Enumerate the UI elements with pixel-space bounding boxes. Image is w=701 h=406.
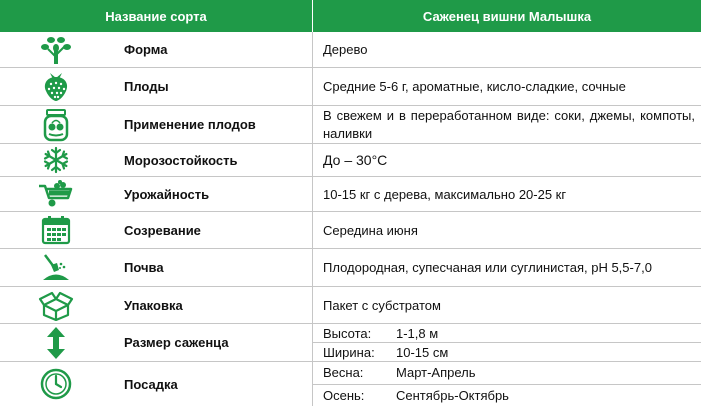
sub-value: Март-Апрель xyxy=(396,365,476,381)
sub-value: 1-1,8 м xyxy=(396,325,439,341)
table-row xyxy=(0,144,701,177)
row-value-group xyxy=(312,324,701,361)
sub-row xyxy=(313,342,701,361)
row-value-group xyxy=(312,362,701,406)
table-row xyxy=(0,177,701,212)
row-label: Урожайность xyxy=(124,186,210,202)
wheelbarrow-icon xyxy=(0,177,112,211)
row-value: Середина июня xyxy=(312,212,701,248)
sub-value: Сентябрь-Октябрь xyxy=(396,387,509,403)
shovel-soil-icon xyxy=(0,249,112,286)
strawberry-icon xyxy=(0,68,112,105)
table-row xyxy=(0,212,701,249)
table-row xyxy=(0,249,701,287)
row-value: Плодородная, супесчаная или суглинистая, рН 5,5-7,0 xyxy=(312,249,701,286)
table-header xyxy=(0,0,701,32)
sub-row xyxy=(313,362,701,384)
row-value: Средние 5-6 г, ароматные, кисло-сладкие, сочные xyxy=(312,68,701,105)
table-row xyxy=(0,32,701,68)
sub-key: Высота: xyxy=(323,325,372,341)
table-row xyxy=(0,287,701,324)
row-value: В свежем и в переработанном виде: соки, джемы, компоты, наливки xyxy=(312,106,701,143)
row-label: Применение плодов xyxy=(124,117,256,132)
row-value: 10-15 кг с дерева, максимально 20-25 кг xyxy=(312,177,701,211)
sub-key: Осень: xyxy=(323,387,365,403)
row-label: Упаковка xyxy=(124,297,183,313)
vertical-arrows-icon xyxy=(0,324,112,361)
table-row xyxy=(0,106,701,144)
row-label: Плоды xyxy=(124,79,169,94)
calendar-icon xyxy=(0,212,112,248)
row-label: Посадка xyxy=(124,376,178,392)
row-value: До – 30°С xyxy=(312,144,701,176)
sub-key: Весна: xyxy=(323,365,364,381)
table-row xyxy=(0,324,701,362)
sub-key: Ширина: xyxy=(323,344,375,360)
table-row xyxy=(0,362,701,406)
box-icon xyxy=(0,287,112,323)
row-label: Созревание xyxy=(124,222,201,238)
clock-icon xyxy=(0,362,112,406)
row-label: Почва xyxy=(124,260,164,275)
sub-value: 10-15 см xyxy=(396,344,449,360)
row-value: Пакет с субстратом xyxy=(312,287,701,323)
row-label: Размер саженца xyxy=(124,335,229,350)
row-value: Дерево xyxy=(312,32,701,67)
sub-row xyxy=(313,384,701,406)
table-row xyxy=(0,68,701,106)
row-label: Форма xyxy=(124,42,168,57)
header-variety-name: Название сорта xyxy=(105,8,207,24)
sub-row xyxy=(313,324,701,342)
jam-jar-icon xyxy=(0,106,112,143)
snowflake-icon xyxy=(0,144,112,176)
row-label: Морозостойкость xyxy=(124,152,238,168)
tree-icon xyxy=(0,32,112,67)
header-product-name: Саженец вишни Малышка xyxy=(312,0,701,32)
